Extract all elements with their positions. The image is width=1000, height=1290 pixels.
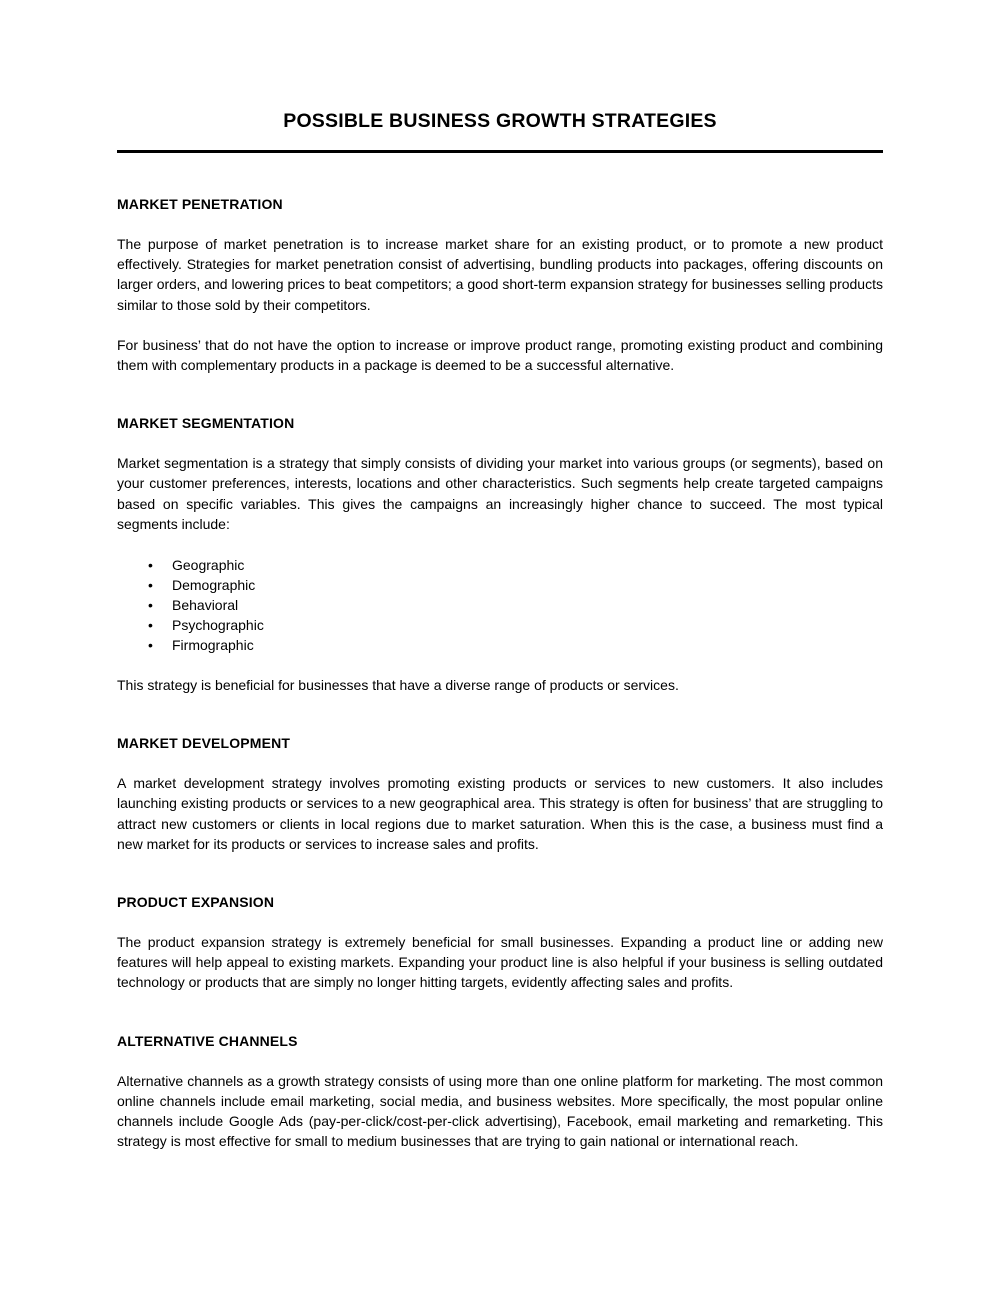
list-item-label: Behavioral [172, 597, 239, 614]
list-item [117, 615, 883, 635]
bullet-icon: • [148, 637, 153, 654]
section-heading-alternative-channels: ALTERNATIVE CHANNELS [117, 1032, 298, 1049]
paragraph-market-segmentation-1: Market segmentation is a strategy that simply consists of dividing your market into various groups (or segments), based on your customer preferences, interests, locations and other characteristics. Such segments help create targeted campaigns based on specific variables. This gives the campaigns an increasingly higher chance to succeed. The most typical segments include: [117, 455, 883, 532]
paragraph-market-penetration-2: For business’ that do not have the option to increase or improve product range, promoting existing product and combining them with complementary products in a package is deemed to be a successful alternative. [117, 336, 883, 374]
section-heading-product-expansion: PRODUCT EXPANSION [117, 894, 275, 911]
section-market-segmentation [117, 375, 883, 695]
section-product-expansion [117, 854, 883, 993]
bullet-icon: • [148, 577, 153, 594]
section-heading-market-penetration: MARKET PENETRATION [117, 196, 283, 212]
bullet-icon: • [148, 557, 153, 574]
paragraph-alternative-channels-1: Alternative channels as a growth strategy consists of using more than one online platform for marketing. The most common online channels include email marketing, social media, and business websites. More specifically, the most popular online channels include Google Ads (pay-per-click/cost-per-click advertising), Facebook, email marketing and remarketing. This strategy is most effective for small to medium businesses that are trying to gain national or international reach. [117, 1072, 883, 1150]
list-item [117, 635, 883, 655]
section-market-penetration [117, 153, 883, 375]
page-title: POSSIBLE BUSINESS GROWTH STRATEGIES [283, 110, 717, 132]
paragraph-market-segmentation-closing: This strategy is beneficial for businesses that have a diverse range of products or services. [117, 677, 679, 694]
list-item-label: Geographic [172, 557, 245, 574]
document-content [117, 0, 883, 1151]
segment-types-list [117, 534, 883, 655]
section-market-development [117, 695, 883, 854]
section-alternative-channels [117, 993, 883, 1152]
list-item [117, 575, 883, 595]
paragraph-market-development-1: A market development strategy involves promoting existing products or services to new customers. It also includes launching existing products or services to a new geographical area. This strategy is often for business’ that are struggling to attract new customers or clients in local regions due to market saturation. When this is the case, a business must find a new market for its products or services to increase sales and profits. [117, 775, 883, 852]
bullet-icon: • [148, 617, 153, 634]
section-heading-market-development: MARKET DEVELOPMENT [117, 735, 291, 752]
bullet-icon: • [148, 597, 153, 614]
paragraph-product-expansion-1: The product expansion strategy is extremely beneficial for small businesses. Expanding a product line or adding new features will help appeal to existing markets. Expanding your product line is also helpful if your business is selling outdated technology or products that are simply no longer hitting targets, evidently affecting sales and profits. [117, 934, 883, 991]
section-heading-market-segmentation: MARKET SEGMENTATION [117, 415, 295, 432]
list-item-label: Firmographic [172, 637, 254, 654]
list-item-label: Demographic [172, 577, 256, 594]
list-item-label: Psychographic [172, 617, 264, 634]
paragraph-market-penetration-1: The purpose of market penetration is to increase market share for an existing product, or to promote a new product effectively. Strategies for market penetration consist of advertising, bundling products into packages, offering discounts on larger orders, and lowering prices to beat competitors; a good short-term expansion strategy for businesses selling products similar to those sold by their competitors. [117, 236, 883, 313]
list-item [117, 595, 883, 615]
list-item [117, 555, 883, 575]
